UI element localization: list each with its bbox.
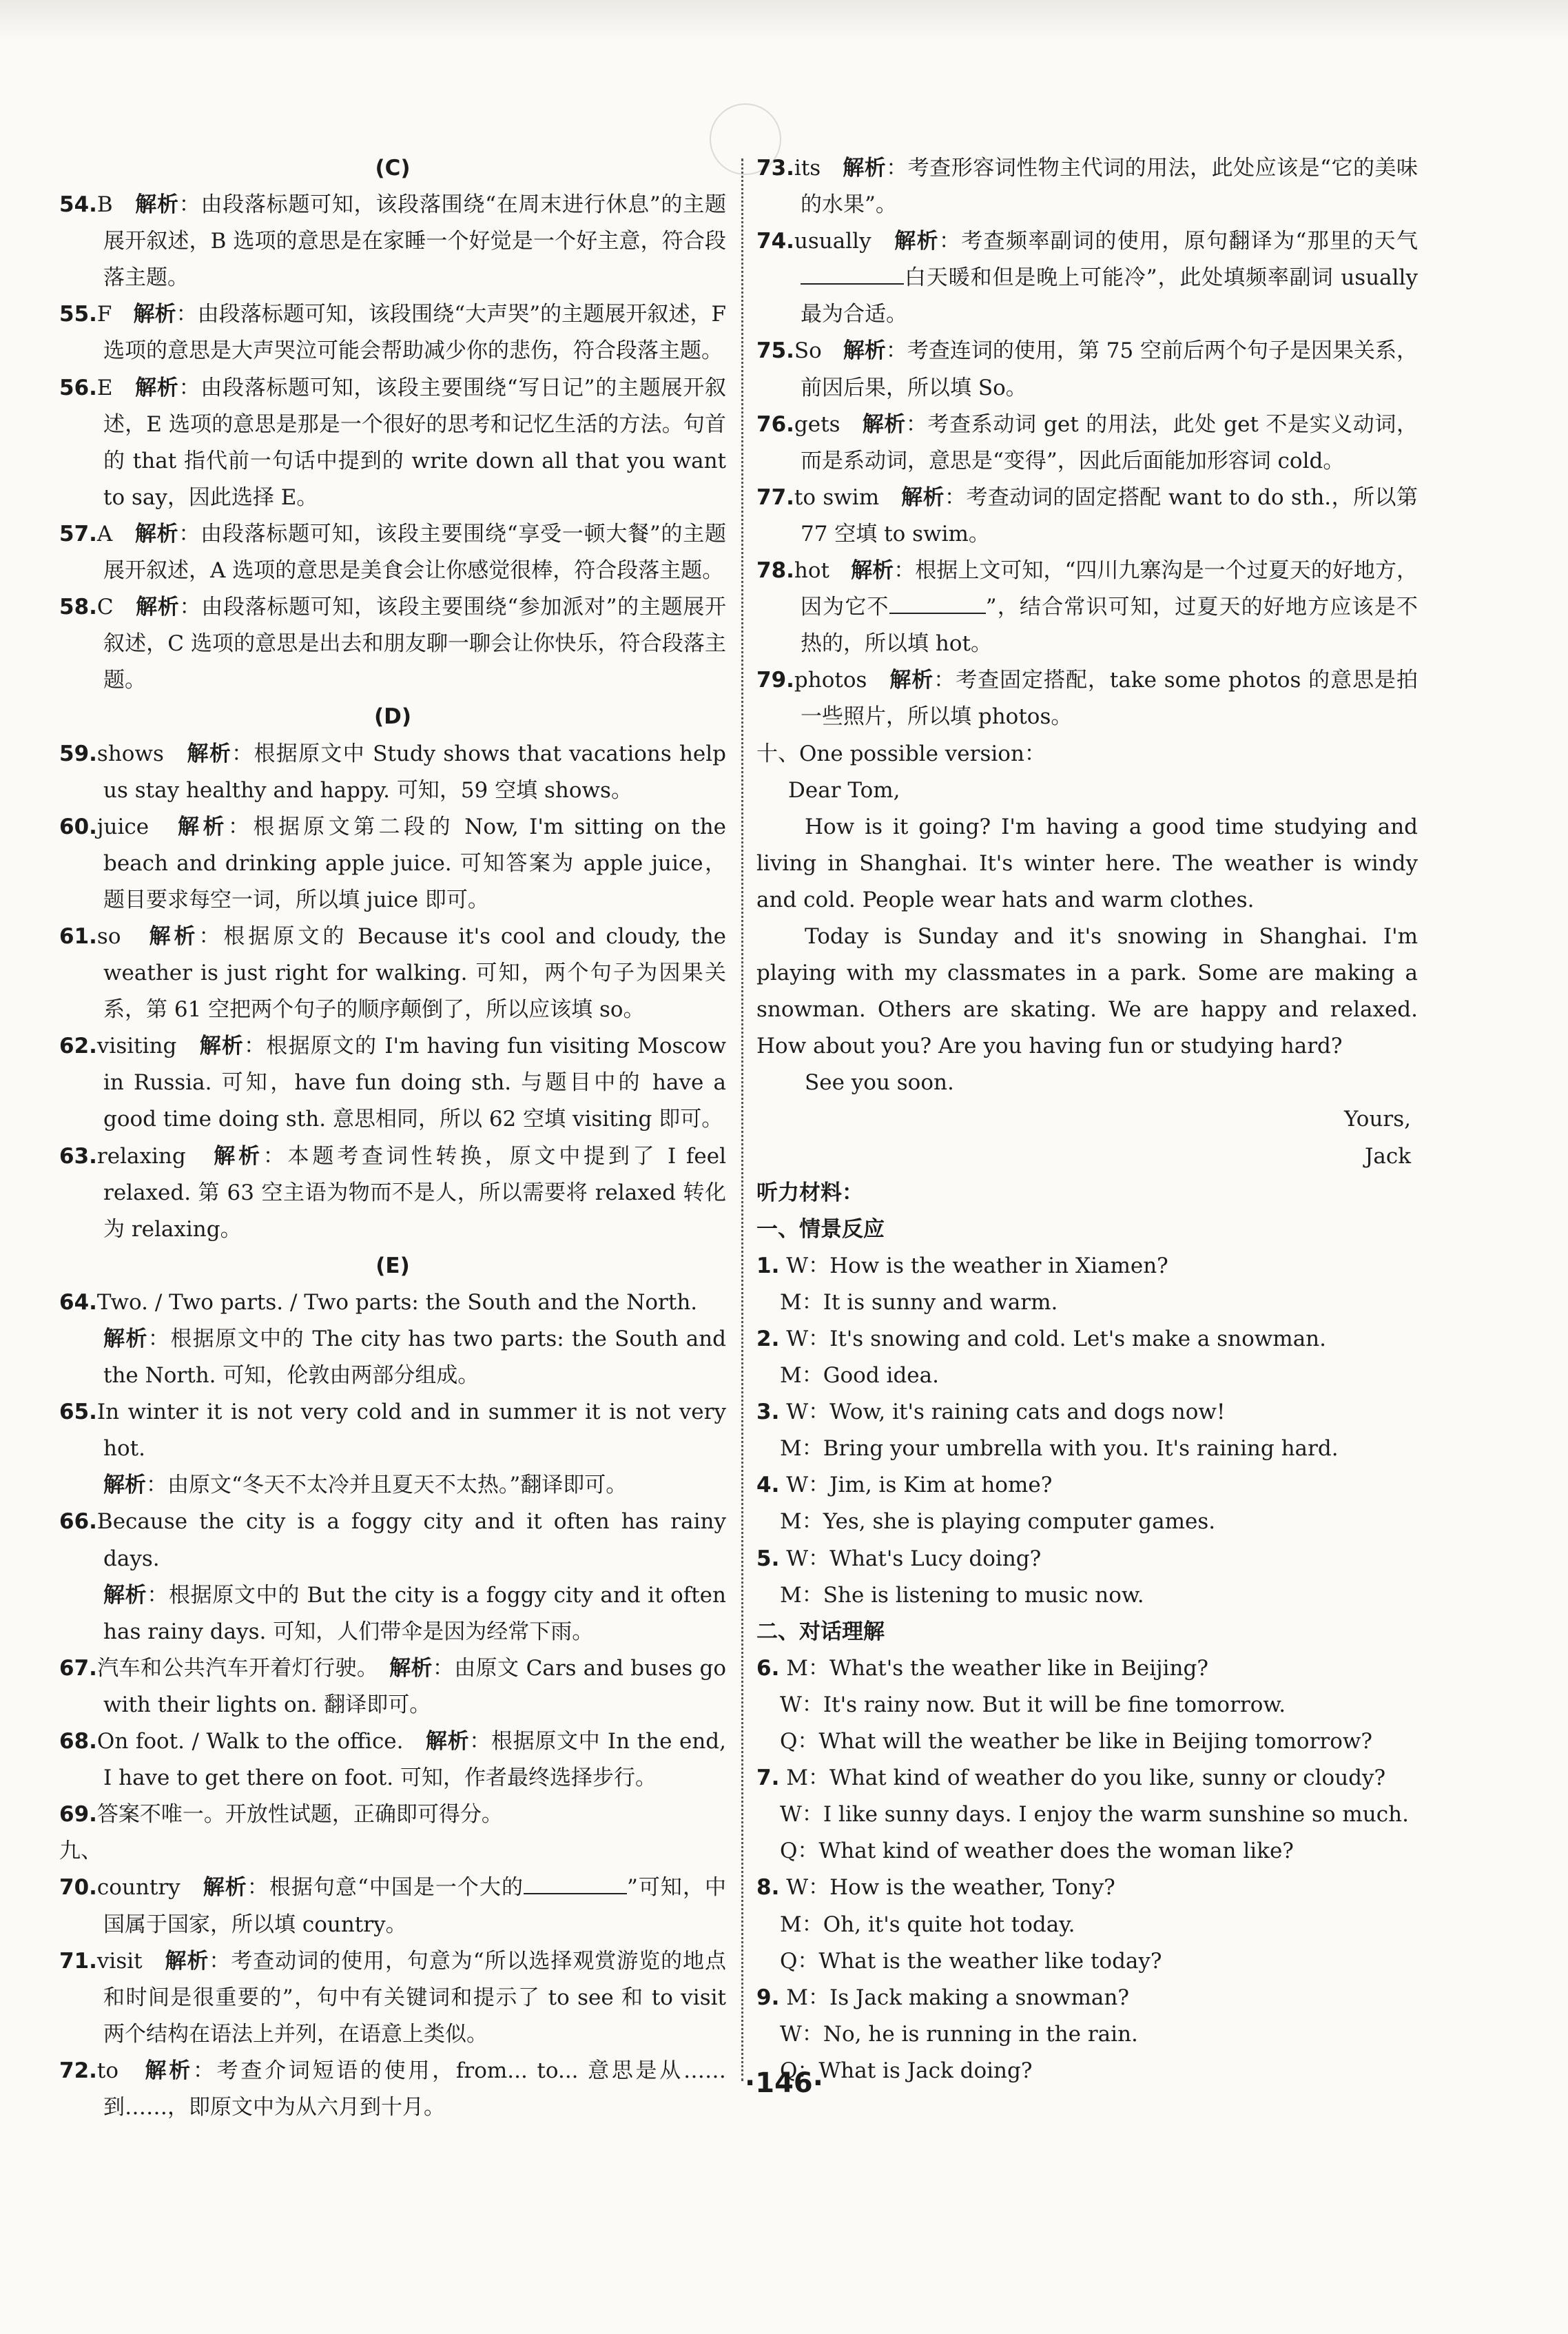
dialogue-8-question: Q：What is the weather like today? — [780, 1948, 1162, 1974]
answer-79: 79.photos 解析：考查固定搭配，take some photos 的意思是拍一些照片，所以填 photos。 — [756, 668, 1418, 730]
sample-letter — [756, 772, 1418, 1175]
letter-closing: Yours, — [1344, 1107, 1411, 1132]
column-divider — [741, 158, 743, 2081]
dialogue-7-question: Q：What kind of weather does the woman like? — [780, 1839, 1294, 1864]
answer-blank — [889, 613, 986, 614]
dialogue-2-line-2: M：Good idea. — [780, 1363, 939, 1389]
answer-68: 68.On foot. / Walk to the office. 解析：根据原文中 In the end, I have to get there on foot. 可知，作者最终选择步行。 — [59, 1729, 726, 1791]
section-10-heading: 十、One possible version： — [756, 741, 1046, 766]
answer-63: 63.relaxing 解析：本题考查词性转换，原文中提到了 I feel relaxed. 第 63 空主语为物而不是人，所以需要将 relaxed 转化为 relaxing。 — [59, 1143, 727, 1242]
dialogue-4-line-1: 4. W：Jim, is Kim at home? — [756, 1473, 1053, 1498]
answer-blank — [524, 1893, 627, 1894]
answer-55: 55.F 解析：由段落标题可知，该段围绕“大声哭”的主题展开叙述，F 选项的意思是大声哭泣可能会帮助减少你的悲伤，符合段落主题。 — [59, 302, 727, 364]
answer-67: 67.汽车和公共汽车开着灯行驶。 解析：由原文 Cars and buses go with their lights on. 翻译即可。 — [59, 1655, 727, 1717]
dialogue-9-question: Q：What is Jack doing? — [780, 2058, 1033, 2083]
answer-64: 64.Two. / Two parts. / Two parts: the South and the North. — [59, 1289, 698, 1315]
dialogue-5-line-2: M：She is listening to music now. — [780, 1582, 1144, 1608]
answer-78: 78.hot 解析：根据上文可知，“四川九寨沟是一个过夏天的好地方，因为它不 ”，结合常识可知，过夏天的好地方应该是不热的，所以填 hot。 — [756, 558, 1419, 657]
right-column — [756, 150, 1418, 2089]
page-top-shade — [0, 0, 1568, 41]
dialogue-4-line-2: M：Yes, she is playing computer games. — [780, 1509, 1216, 1535]
answer-70: 70.country 解析：根据句意“中国是一个大的 ”可知，中国属于国家，所以填 country。 — [59, 1875, 726, 1937]
answer-65-analysis: 解析：由原文“冬天不太冷并且夏天不太热。”翻译即可。 — [103, 1473, 628, 1498]
dialogue-5-line-1: 5. W：What's Lucy doing? — [756, 1546, 1042, 1571]
section-c-heading: (C) — [375, 156, 411, 181]
dialogue-7-line-1: 7. M：What kind of weather do you like, sunny or cloudy? — [756, 1765, 1386, 1791]
answer-58: 58.C 解析：由段落标题可知，该段主要围绕“参加派对”的主题展开叙述，C 选项的意思是出去和朋友聊一聊会让你快乐，符合段落主题。 — [59, 595, 727, 693]
dialogue-8-line-2: M：Oh, it's quite hot today. — [780, 1912, 1075, 1937]
section-d-heading: (D) — [373, 704, 412, 730]
dialogue-3-line-1: 3. W：Wow, it's raining cats and dogs now! — [756, 1400, 1226, 1425]
section-9-heading: 九、 — [59, 1839, 102, 1864]
dialogue-9-line-1: 9. M：Is Jack making a snowman? — [756, 1985, 1129, 2010]
dialogue-7-line-2: W：I like sunny days. I enjoy the warm sunshine so much. — [780, 1802, 1409, 1828]
section-e-heading: (E) — [375, 1253, 410, 1278]
answer-76: 76.gets 解析：考查系动词 get 的用法，此处 get 不是实义动词，而是系动词，意思是“变得”，因此后面能加形容词 cold。 — [756, 411, 1418, 473]
answer-62: 62.visiting 解析：根据原文的 I'm having fun visiting Moscow in Russia. 可知，have fun doing sth. 与题目中的 have a good time doing sth. 意思相同，所以 62 空填 visiting 即可。 — [59, 1034, 726, 1132]
left-column — [59, 150, 726, 2126]
answer-75: 75.So 解析：考查连词的使用，第 75 空前后两个句子是因果关系，前因后果，所以填 So。 — [756, 338, 1419, 400]
answer-54: 54.B 解析：由段落标题可知，该段落围绕“在周末进行休息”的主题展开叙述，B 选项的意思是在家睡一个好觉是一个好主意，符合段落主题。 — [59, 192, 727, 291]
listening-title: 听力材料： — [756, 1180, 863, 1205]
answer-60: 60.juice 解析：根据原文第二段的 Now, I'm sitting on the beach and drinking apple juice. 可知答案为 apple juice，题目要求每空一词，所以填 juice 即可。 — [59, 814, 727, 912]
answer-blank — [801, 283, 904, 285]
answer-64-analysis: 解析：根据原文中的 The city has two parts: the South and the North. 可知，伦敦由两部分组成。 — [103, 1327, 727, 1389]
answer-66: 66.Because the city is a foggy city and it often has rainy days. — [59, 1509, 726, 1571]
dialogue-2-line-1: 2. W：It's snowing and cold. Let's make a snowman. — [756, 1327, 1326, 1351]
answer-74: 74.usually 解析：考查频率副词的使用，原句翻译为“那里的天气白天暖和但是晚上可能冷”，此处填频率副词 usually 最为合适。 — [756, 229, 1418, 327]
page-number: ·146· — [745, 2067, 823, 2099]
part-1-title: 一、情景反应 — [756, 1216, 885, 1242]
letter-paragraph-2: Today is Sunday and it's snowing in Shanghai. I'm playing with my classmates in a park. Some are making a snowman. Others are skating. We are happy and relaxed. How about you? Are you having fun or studying hard? — [756, 923, 1418, 1059]
answer-66-analysis: 解析：根据原文中的 But the city is a foggy city and it often has rainy days. 可知，人们带伞是因为经常下雨。 — [103, 1582, 726, 1644]
letter-signature: Jack — [1364, 1143, 1411, 1169]
answer-57: 57.A 解析：由段落标题可知，该段主要围绕“享受一顿大餐”的主题展开叙述，A 选项的意思是美食会让你感觉很棒，符合段落主题。 — [59, 521, 727, 584]
dialogue-1-line-1: 1. W：How is the weather in Xiamen? — [756, 1253, 1168, 1278]
dialogue-6-question: Q：What will the weather be like in Beijing tomorrow? — [780, 1729, 1373, 1754]
answer-59: 59.shows 解析：根据原文中 Study shows that vacations help us stay healthy and happy. 可知，59 空填 shows。 — [59, 741, 727, 803]
answer-71: 71.visit 解析：考查动词的使用，句意为“所以选择观赏游览的地点和时间是很重要的”，句中有关键词和提示了 to see 和 to visit 两个结构在语法上并列，在语意上类似。 — [59, 1948, 726, 2047]
answer-73: 73.its 解析：考查形容词性物主代词的用法，此处应该是“它的美味的水果”。 — [756, 156, 1418, 218]
answer-65: 65.In winter it is not very cold and in summer it is not very hot. — [59, 1400, 726, 1462]
dialogue-9-line-2: W：No, he is running in the rain. — [780, 2021, 1138, 2047]
answer-69: 69.答案不唯一。开放性试题，正确即可得分。 — [59, 1802, 503, 1828]
part-2-title: 二、对话理解 — [756, 1619, 885, 1644]
answer-61: 61.so 解析：根据原文的 Because it's cool and cloudy, the weather is just right for walking. 可知，两个句子为因果关系，第 61 空把两个句子的顺序颠倒了，所以应该填 so。 — [59, 923, 727, 1023]
dialogue-3-line-2: M：Bring your umbrella with you. It's raining hard. — [780, 1436, 1339, 1462]
answer-72: 72.to 解析：考查介词短语的使用，from... to... 意思是从……到……，即原文中为从六月到十月。 — [59, 2058, 727, 2120]
dialogue-8-line-1: 8. W：How is the weather, Tony? — [756, 1875, 1115, 1901]
letter-paragraph-1: How is it going? I'm having a good time studying and living in Shanghai. It's winter here. The weather is windy and cold. People wear hats and warm clothes. — [756, 814, 1418, 912]
answer-77: 77.to swim 解析：考查动词的固定搭配 want to do sth.，所以第 77 空填 to swim。 — [756, 484, 1419, 546]
dialogue-6-line-1: 6. M：What's the weather like in Beijing? — [756, 1655, 1208, 1681]
letter-salutation: Dear Tom, — [788, 777, 900, 803]
dialogue-6-line-2: W：It's rainy now. But it will be fine tomorrow. — [780, 1692, 1286, 1717]
answer-56: 56.E 解析：由段落标题可知，该段主要围绕“写日记”的主题展开叙述，E 选项的意思是那是一个很好的思考和记忆生活的方法。句首的 that 指代前一句话中提到的 write down all that you want to say，因此选择 E。 — [59, 375, 726, 510]
letter-paragraph-3: See you soon. — [805, 1070, 954, 1096]
dialogue-1-line-2: M：It is sunny and warm. — [780, 1289, 1058, 1315]
